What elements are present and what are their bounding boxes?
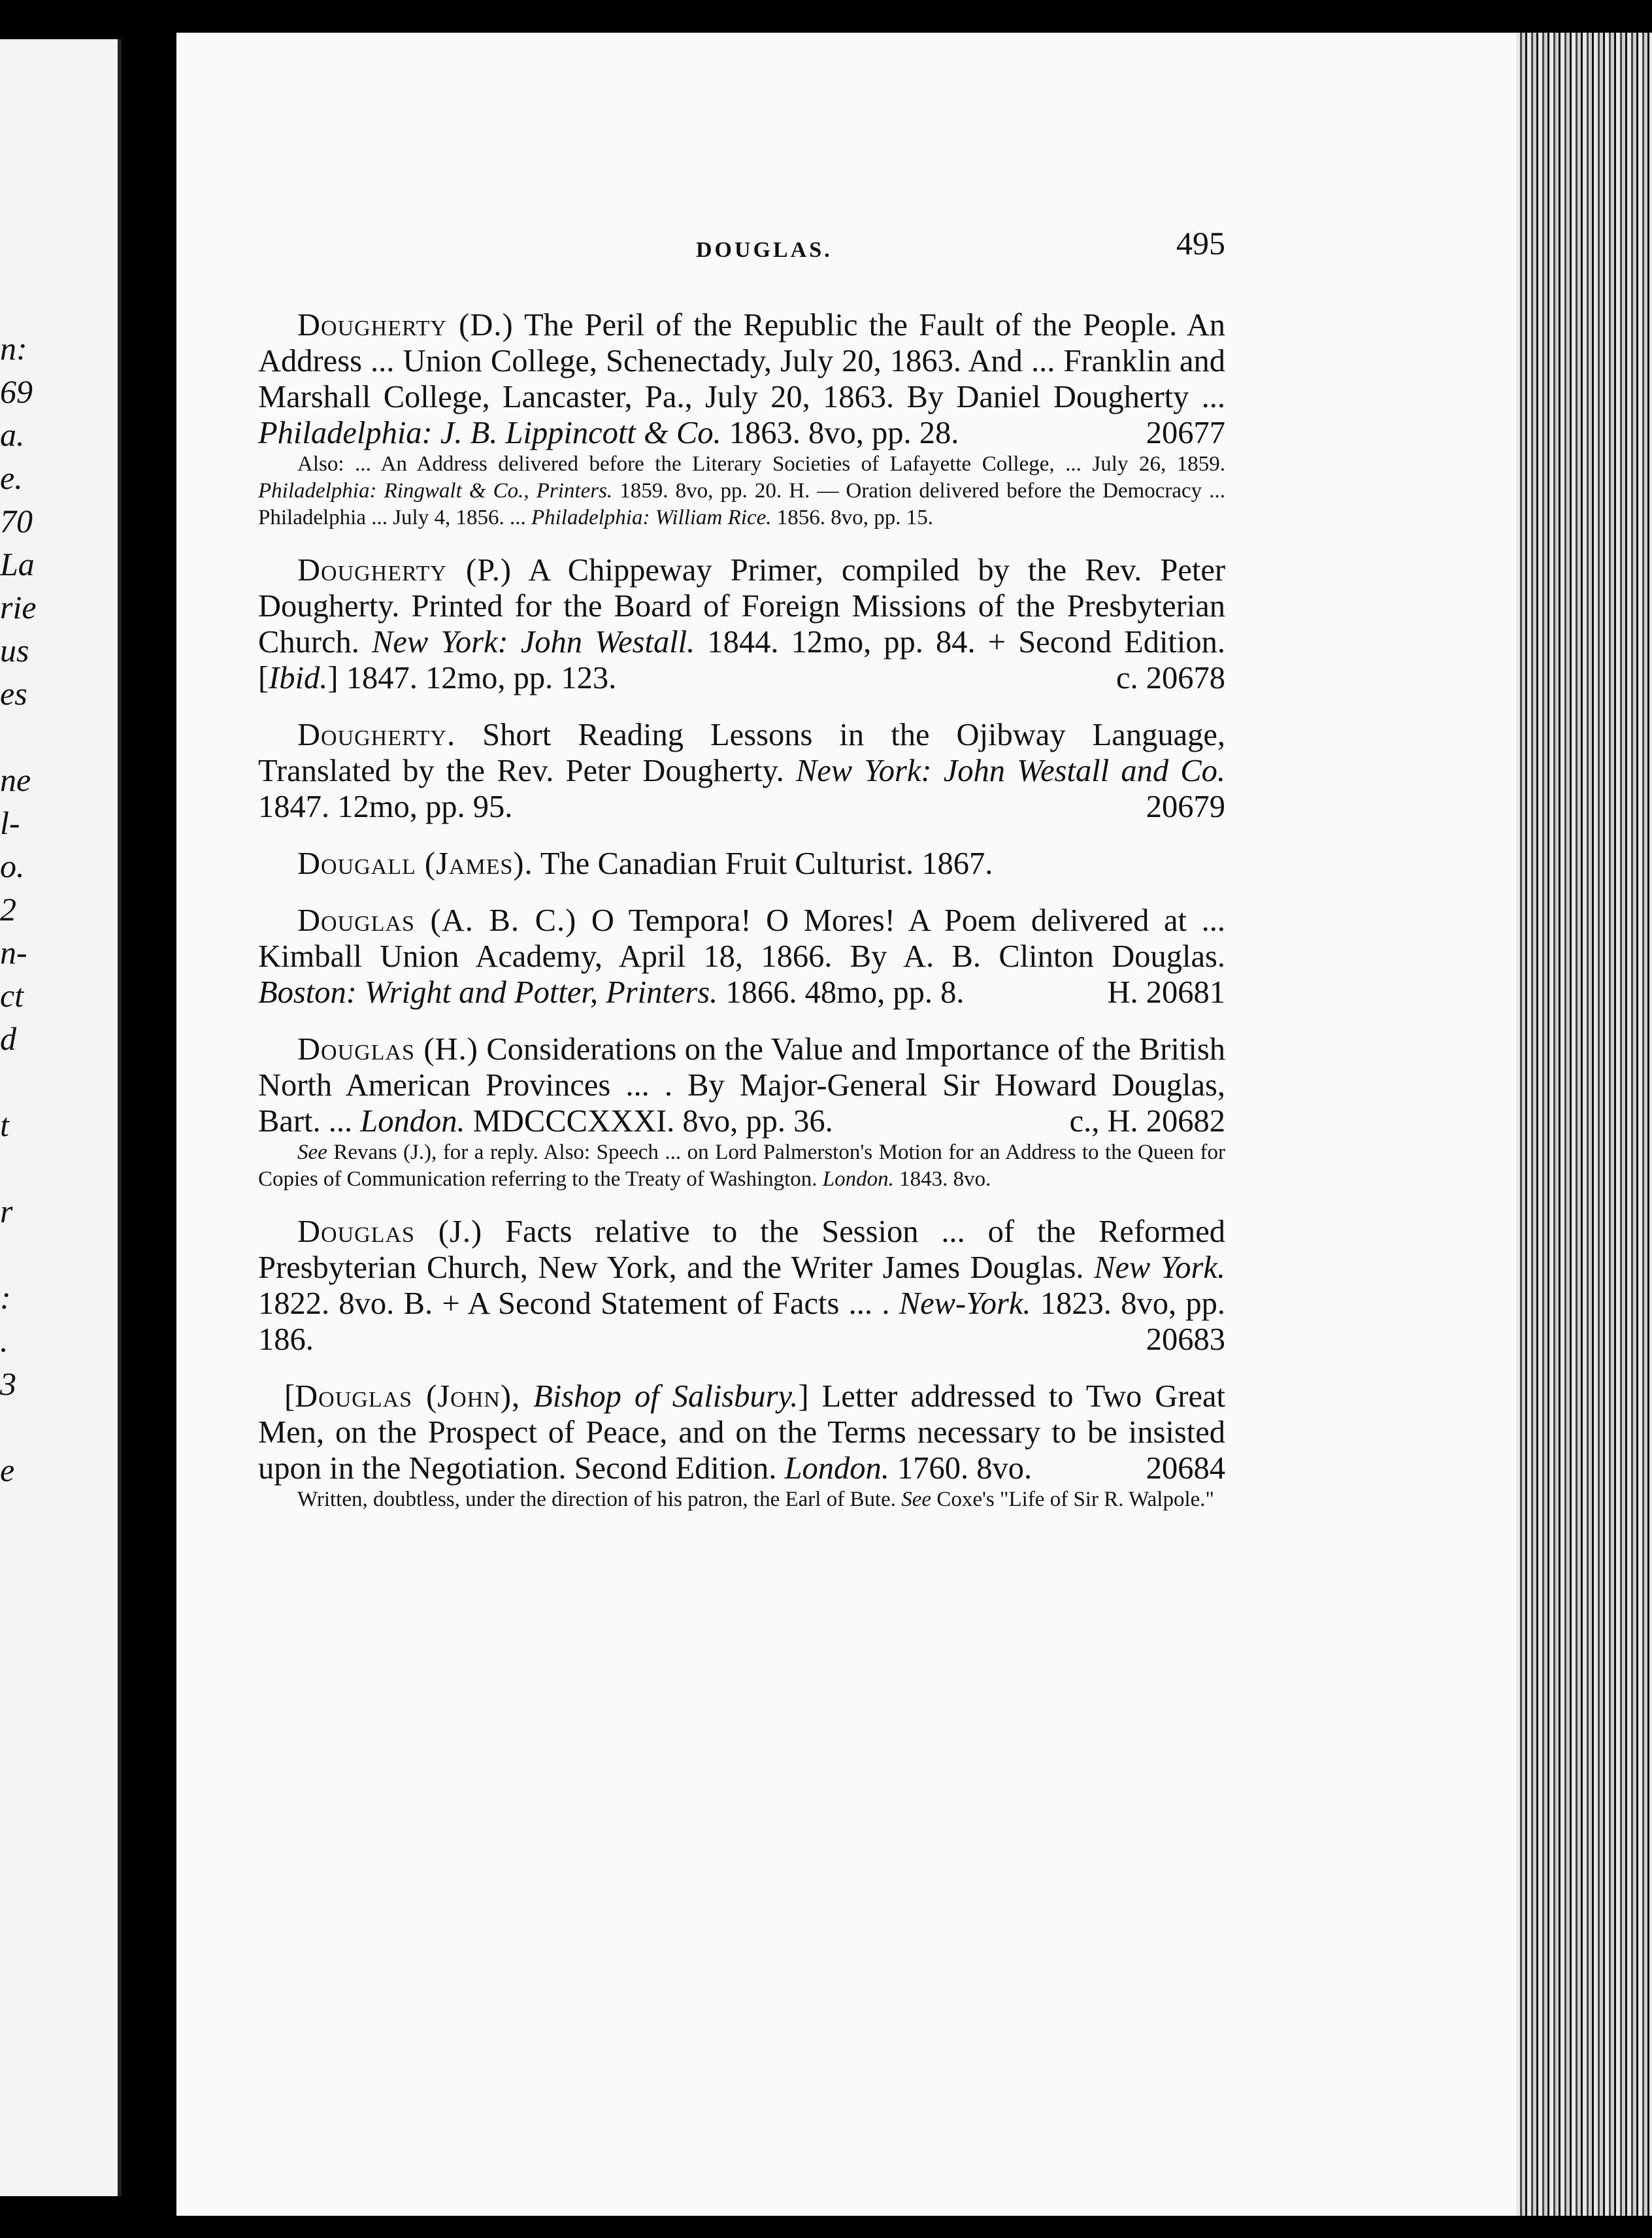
- margin-fragment: n-: [0, 934, 27, 971]
- margin-fragment: [0, 1060, 39, 1103]
- margin-fragment: [0, 715, 39, 758]
- entry-heading: Douglas (J.): [297, 1214, 483, 1249]
- note-see: See: [901, 1488, 932, 1511]
- note-text: 1856. 8vo, pp. 15.: [771, 506, 933, 529]
- note-text: 1859. 8vo, pp. 20. H. — Oration delivered before the Democracy ... Philadelphia ... July 4, 1856. ...: [258, 479, 1225, 529]
- margin-fragment: ne: [0, 761, 31, 798]
- entry-text: 1844. 12mo, pp. 84. + Second Edition. [: [258, 625, 1225, 695]
- entry-text: 1760. 8vo.: [889, 1451, 1032, 1486]
- entry-ibid: Ibid.: [269, 661, 328, 695]
- note-text: Written, doubtless, under the direction of his patron, the Earl of Bute.: [297, 1488, 902, 1511]
- margin-fragment: e.: [0, 459, 23, 496]
- entry-number: 20684: [1146, 1451, 1225, 1486]
- entry-imprint: Boston: Wright and Potter, Printers.: [258, 975, 718, 1010]
- entry-number: c. 20678: [1115, 661, 1225, 695]
- previous-page-margin-text: [0, 327, 39, 1492]
- entry-body: [258, 903, 1225, 1010]
- margin-fragment: r: [0, 1193, 13, 1229]
- entry-heading: Douglas (A. B. C.): [297, 903, 577, 938]
- entry-body: [258, 1378, 1225, 1486]
- entry-body: [258, 846, 1225, 882]
- note-text: Also: ... An Address delivered before the Literary Societies of Lafayette College, ... July 26, 1859.: [297, 452, 1225, 476]
- margin-fragment: 2: [0, 891, 16, 927]
- margin-fragment: [0, 1146, 39, 1190]
- page-number: 495: [1176, 225, 1225, 261]
- margin-fragment: [0, 1405, 39, 1448]
- margin-fragment: :: [0, 1279, 11, 1316]
- entry-bracket: [: [284, 1379, 295, 1414]
- margin-fragment: 3: [0, 1365, 16, 1402]
- entry-text: 1866. 48mo, pp. 8.: [718, 975, 965, 1010]
- entry-text: 1823. 8vo, pp. 186.: [258, 1286, 1226, 1357]
- note-see: See: [297, 1141, 327, 1164]
- entry-body: [258, 307, 1225, 451]
- margin-fragment: ct: [0, 977, 24, 1014]
- entry-body: [258, 1214, 1225, 1358]
- bibliography-entries: [258, 307, 1225, 1534]
- entry-imprint: London.: [360, 1104, 465, 1139]
- entry-imprint: New York: John Westall and Co.: [795, 754, 1225, 788]
- entry-number: 20679: [1146, 790, 1225, 824]
- entry-note: [258, 1139, 1225, 1193]
- bibliography-entry: [258, 903, 1225, 1010]
- entry-author-title: Bishop of Salisbury.: [520, 1379, 799, 1414]
- entry-imprint: London.: [784, 1451, 889, 1486]
- entry-text: MDCCCXXXI. 8vo, pp. 36.: [465, 1104, 833, 1139]
- entry-text: The Canadian Fruit Culturist. 1867.: [533, 846, 993, 881]
- running-head: [258, 225, 1225, 265]
- entry-heading: Dougherty (P.): [297, 553, 512, 588]
- margin-fragment: [0, 1233, 39, 1276]
- bibliography-entry: [258, 846, 1225, 882]
- entry-imprint: New-York.: [899, 1286, 1031, 1321]
- entry-text: 1863. 8vo, pp. 28.: [721, 416, 959, 450]
- entry-text: A Chippeway Primer, compiled by the Rev. Peter Dougherty. Printed for the Board of Foreign Missions of the Presbyterian Church.: [258, 553, 1225, 660]
- page-stack-edges: [1516, 33, 1652, 2216]
- entry-number: c., H. 20682: [1069, 1104, 1225, 1139]
- margin-fragment: us: [0, 632, 29, 669]
- entry-text: ] Letter addressed to Two Great Men, on the Prospect of Peace, and on the Terms necessary to be insisted upon in the Negotiation. Second Edition.: [258, 1379, 1225, 1486]
- note-text: 1843. 8vo.: [893, 1167, 991, 1191]
- margin-fragment: e: [0, 1452, 15, 1488]
- margin-fragment: a.: [0, 416, 25, 453]
- bibliography-entry: [258, 1378, 1225, 1513]
- entry-heading: Dougherty (D.): [297, 308, 514, 342]
- entry-text: 1847. 12mo, pp. 95.: [258, 790, 513, 824]
- entry-text: ] 1847. 12mo, pp. 123.: [327, 661, 617, 695]
- note-imprint: Philadelphia: Ringwalt & Co., Printers.: [258, 479, 613, 503]
- entry-imprint: Philadelphia: J. B. Lippincott & Co.: [258, 416, 721, 450]
- margin-fragment: o.: [0, 848, 25, 884]
- entry-note: [258, 451, 1225, 531]
- entry-number: 20683: [1146, 1322, 1225, 1357]
- margin-fragment: 69: [0, 373, 33, 410]
- note-text: Coxe's "Life of Sir R. Walpole.": [931, 1488, 1214, 1511]
- entry-body: [258, 552, 1225, 696]
- entry-heading: Dougherty.: [297, 718, 456, 752]
- entry-text: O Tempora! O Mores! A Poem delivered at ... Kimball Union Academy, April 18, 1866. By A. B. Clinton Douglas.: [258, 903, 1225, 974]
- margin-fragment: rie: [0, 589, 37, 626]
- entry-body: [258, 717, 1225, 825]
- entry-text: Short Reading Lessons in the Ojibway Language, Translated by the Rev. Peter Dougherty.: [258, 718, 1225, 788]
- bibliography-entry: [258, 717, 1225, 825]
- entry-body: [258, 1031, 1225, 1139]
- margin-fragment: es: [0, 675, 27, 712]
- entry-heading: Dougall (James).: [297, 846, 533, 881]
- entry-number: 20677: [1146, 416, 1225, 450]
- entry-text: The Peril of the Republic the Fault of the People. An Address ... Union College, Schenectady, July 20, 1863. And ... Franklin and Marshall College, Lancaster, Pa., July 20, 1863. By Daniel Dougherty ...: [258, 308, 1225, 414]
- entry-number: H. 20681: [1107, 975, 1225, 1010]
- entry-text: 1822. 8vo. B. + A Second Statement of Facts ... .: [258, 1286, 899, 1321]
- running-head-title: DOUGLAS.: [696, 238, 833, 262]
- entry-imprint: New York.: [1093, 1250, 1226, 1285]
- entry-heading: Douglas (John),: [295, 1379, 521, 1414]
- note-imprint: Philadelphia: William Rice.: [531, 506, 772, 529]
- margin-fragment: 70: [0, 503, 33, 539]
- margin-fragment: .: [0, 1322, 8, 1359]
- bibliography-entry: [258, 552, 1225, 696]
- margin-fragment: t: [0, 1107, 9, 1143]
- bibliography-entry: [258, 1214, 1225, 1358]
- bibliography-entry: [258, 1031, 1225, 1193]
- entry-text: Facts relative to the Session ... of the Reformed Presbyterian Church, New York, and the Writer James Douglas.: [258, 1214, 1226, 1285]
- entry-note: [258, 1486, 1225, 1513]
- entry-imprint: New York: John Westall.: [372, 625, 695, 660]
- note-imprint: London.: [822, 1167, 894, 1191]
- entry-heading: Douglas (H.): [297, 1032, 478, 1067]
- previous-page-edge: [0, 39, 122, 2196]
- margin-fragment: l-: [0, 805, 20, 841]
- note-text: Revans (J.), for a reply. Also: Speech ... on Lord Palmerston's Motion for an Address to the Queen for Copies of Communication referring to the Treaty of Washington.: [258, 1141, 1225, 1191]
- margin-fragment: d: [0, 1020, 16, 1057]
- margin-fragment: La: [0, 546, 35, 582]
- bibliography-entry: [258, 307, 1225, 531]
- margin-fragment: n:: [0, 330, 27, 367]
- entry-text: Considerations on the Value and Importance of the British North American Provinces ... . By Major-General Sir Howard Douglas, Bart. ...: [258, 1032, 1226, 1139]
